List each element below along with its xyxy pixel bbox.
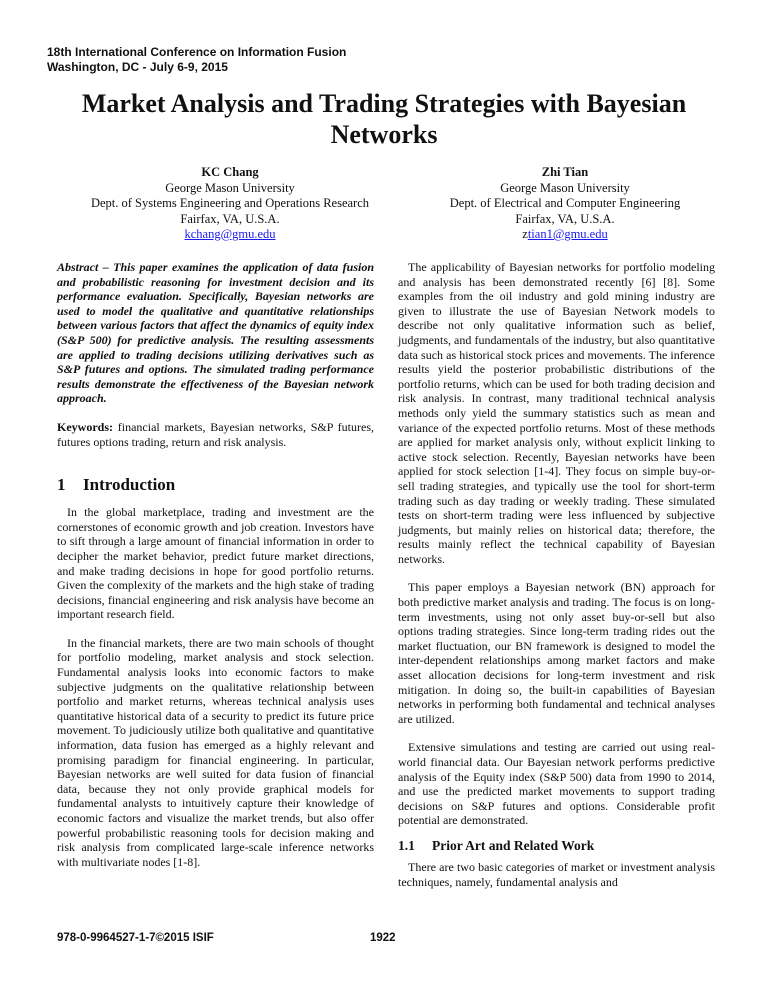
author-name: Zhi Tian [541,165,589,179]
author-affiliation: George Mason University [165,180,295,195]
author-department: Dept. of Systems Engineering and Operations Research [90,196,370,210]
paragraph: This paper employs a Bayesian network (BN) approach for both predictive market analysis and trading. The focus is on long-term investments, using not only asset buy-or-sell but also options trading strategies. Since long-term trading rides out the market fluctuation, our BN framework is designed to model the inter-dependent relationships among market factors and make asset allocation decisions for long-term investment and risk mitigation. In doing so, the built-in capabilities of Bayesian networks in performing both fundamental and technical analyses are utilized. [398,580,715,726]
conference-location-date: Washington, DC - July 6-9, 2015 [47,60,228,74]
paper-title-line2: Networks [330,120,438,149]
author-block-1 [65,165,395,243]
author-location: Fairfax, VA, U.S.A. [180,211,280,226]
keywords-label: Keywords: [57,419,113,434]
author-location: Fairfax, VA, U.S.A. [515,211,615,226]
paragraph: The applicability of Bayesian networks for portfolio modeling and analysis has been demonstrated recently [6] [8]. Some examples from the oil industry and gold mining industry are given to illustrate the use of Bayesian Network models to describe not only qualitative information such as belief, judgments, and fundamentals of the industry, but also quantitative data such as historical stock prices and movements. The inference results yield the posterior probabilistic distributions of the portfolio returns, which can be used for both trading decision and risk analysis. In contrast, many traditional technical analysis methods only yield the summary statistics such as mean and variance of the expected portfolio returns. Most of these methods are applied for market analysis only, without explicit linking to active stock selection. Recently, Bayesian networks have been applied for stock selection [1-4]. They focus on simple buy-or-sell trading strategies, and typically use the tool for short-term trading such as day trading or weekly trading. These simulated tests on short-term trading were less influenced by subjective judgments, but mainly relies on historical data; therefore, the results mainly reflect the technical capability of Bayesian networks. [398,260,715,566]
right-column [398,260,715,889]
paragraph: In the global marketplace, trading and investment are the cornerstones of economic growth and job creation. Investors have to sift through a large amount of financial information in order to decipher the market behavior, predict future market directions, and make trading decisions in hope for good portfolio returns. Given the complexity of the markets and the high stake of trading decisions, financial engineering and risk analysis have become an important research field. [57,505,374,622]
author-email-link[interactable]: kchang@gmu.edu [184,227,276,241]
paragraph: In the financial markets, there are two main schools of thought for portfolio modeling, market analysis and stock selection. Fundamental analysis looks into economic factors to make subjective judgments on the qualitative relationship between portfolio and market returns, whereas technical analysis uses quantitative historical data of a security to predict its future price movement. To judiciously utilize both qualitative and quantitative information, data fusion has emerged as a highly relevant and promising paradigm for financial engineering. In particular, Bayesian networks are well suited for data fusion of financial data, because they not only provide graphical models for fundamental analysts to intuitively capture their knowledge of economic factors and visualize the market trends, but also offer powerful probabilistic reasoning tools for decision making and risk analysis from complicated large-scale inference networks with multivariate nodes [1-8]. [57,635,374,869]
conference-name: 18th International Conference on Information Fusion [47,45,347,59]
paragraph: There are two basic categories of market or investment analysis techniques, namely, fundamental analysis and [398,859,715,889]
author-affiliation: George Mason University [500,180,630,195]
subsection-title: Prior Art and Related Work [432,837,595,853]
subsection-number: 1.1 [398,837,415,853]
footer-isbn: 978-0-9964527-1-7©2015 ISIF [57,932,214,944]
section-number: 1 [57,475,66,495]
keywords-text: financial markets, Bayesian networks, S&P futures, futures options trading, return and risk analysis. [57,419,374,449]
subsection-heading-prior-art [398,838,715,854]
paper-title-line1: Market Analysis and Trading Strategies with Bayesian [81,89,687,118]
section-heading-introduction [57,475,374,495]
keywords [57,420,374,449]
paragraph: Extensive simulations and testing are carried out using real-world financial data. Our Bayesian network performs predictive analysis of the Equity index (S&P 500) data from 1990 to 2014, and use the predicted market movements to support trading decisions on S&P futures and options. Considerable profit potential are demonstrated. [398,740,715,828]
section-title: Introduction [83,475,176,495]
author-name: KC Chang [201,165,259,179]
author-department: Dept. of Electrical and Computer Engineering [449,196,681,210]
conference-header [47,45,346,75]
left-column [57,260,374,869]
author-block-2 [400,165,730,243]
paper-title [0,88,768,150]
author-email-prefix: z [522,227,528,241]
page-number: 1922 [370,932,396,944]
abstract: Abstract – This paper examines the application of data fusion and probabilistic reasoning for investment decision and its performance evaluation. Specifically, Bayesian networks are used to model the qualitative and quantitative relationships between various factors that affect the dynamics of equity index (S&P 500) for predictive analysis. The resulting assessments are applied to trading decisions utilizing derivatives such as S&P futures and options. The simulated trading performance results demonstrate the effectiveness of the Bayesian network approach. [57,260,374,406]
author-email-link[interactable]: tian1@gmu.edu [527,227,608,241]
